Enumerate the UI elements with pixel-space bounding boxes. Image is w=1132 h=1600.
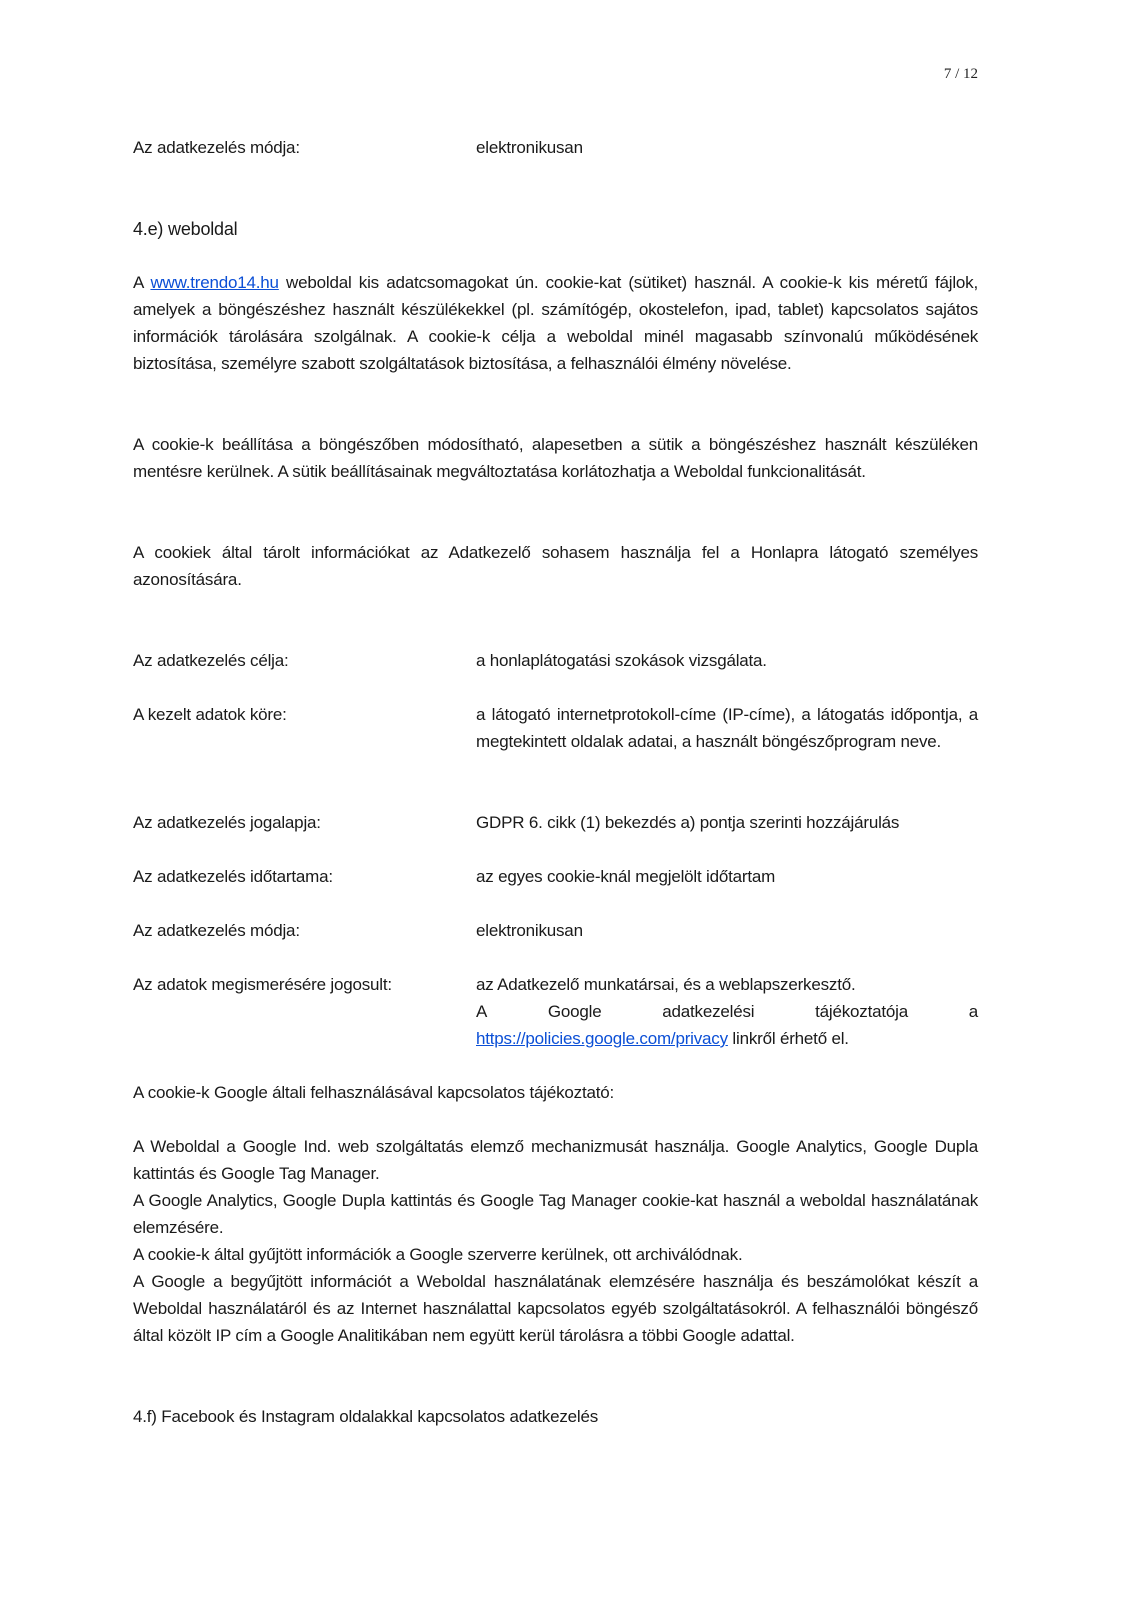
row-label: Az adatkezelés módja: xyxy=(133,921,300,940)
detail-row-authorized xyxy=(133,971,978,1052)
row-label: Az adatkezelés módja: xyxy=(133,138,300,157)
section-heading: 4.e) weboldal xyxy=(133,219,238,239)
word: a xyxy=(968,1002,978,1021)
intro-prefix: A xyxy=(133,273,151,292)
page-number: 7 / 12 xyxy=(943,66,978,82)
row-value: elektronikusan xyxy=(476,138,583,157)
authorized-line3 xyxy=(476,1025,978,1052)
google-paragraph-2: A Google Analytics, Google Dupla kattintás és Google Tag Manager cookie-kat használ a weboldal használatának elemzésére. xyxy=(133,1191,978,1237)
word: Google xyxy=(547,1002,602,1021)
cookie-settings-paragraph: A cookie-k beállítása a böngészőben módosítható, alapesetben a sütik a böngészéshez használt készüléken mentésre kerülnek. A sütik beállításainak megváltoztatása korlátozhatja a Weboldal funkcionalitását. xyxy=(133,435,978,481)
cookie-identification-paragraph: A cookiek által tárolt információkat az Adatkezelő sohasem használja fel a Honlapra látogató személyes azonosítására. xyxy=(133,543,978,589)
authorized-line2 xyxy=(476,998,978,1025)
row-value: GDPR 6. cikk (1) bekezdés a) pontja szerinti hozzájárulás xyxy=(476,813,900,832)
word: A xyxy=(476,1002,488,1021)
word: adatkezelési xyxy=(662,1002,755,1021)
next-section-heading: 4.f) Facebook és Instagram oldalakkal kapcsolatos adatkezelés xyxy=(133,1407,599,1426)
google-paragraph-1: A Weboldal a Google Ind. web szolgáltatás elemző mechanizmusát használja. Google Analytics, Google Dupla kattintás és Google Tag Manager. xyxy=(133,1137,978,1183)
intro-paragraph xyxy=(133,269,978,377)
row-label: Az adatkezelés időtartama: xyxy=(133,867,333,886)
row-value xyxy=(476,971,978,1052)
word: tájékoztatója xyxy=(815,1002,908,1021)
google-privacy-link[interactable]: https://policies.google.com/privacy xyxy=(476,1029,728,1048)
row-label: Az adatok megismerésére jogosult: xyxy=(133,975,392,994)
trendo14-link[interactable]: www.trendo14.hu xyxy=(150,273,279,292)
row-value: az egyes cookie-knál megjelölt időtartam xyxy=(476,867,776,886)
google-cookie-heading: A cookie-k Google általi felhasználásával kapcsolatos tájékoztató: xyxy=(133,1083,615,1102)
link-suffix: linkről érhető el. xyxy=(727,1029,849,1048)
row-value: elektronikusan xyxy=(476,921,583,940)
google-paragraph-4: A Google a begyűjtött információt a Weboldal használatának elemzésére használja és beszámolókat készít a Weboldal használatáról és az Internet használattal kapcsolatos egyéb szolgáltatásokról. A felhasználói böngésző által közölt IP cím a Google Analitikában nem együtt kerül tárolásra a többi Google adattal. xyxy=(133,1272,978,1345)
row-label: A kezelt adatok köre: xyxy=(133,705,287,724)
row-label: Az adatkezelés célja: xyxy=(133,651,289,670)
authorized-line1: az Adatkezelő munkatársai, és a weblapszerkesztő. xyxy=(476,975,856,994)
row-value: a honlaplátogatási szokások vizsgálata. xyxy=(476,651,767,670)
google-paragraph-3: A cookie-k által gyűjtött információk a Google szerverre kerülnek, ott archiválódnak. xyxy=(133,1245,743,1264)
intro-rest: weboldal kis adatcsomagokat ún. cookie-kat (sütiket) használ. A cookie-k kis méretű fájlok, amelyek a böngészéshez használt készülékekkel (pl. számítógép, okostelefon, ipad, tablet) kapcsolatos sajátos információk tárolására szolgálnak. A cookie-k célja a weboldal minél magasabb színvonalú működésének biztosítása, személyre szabott szolgáltatások biztosítása, a felhasználói élmény növelése. xyxy=(133,273,978,373)
row-label: Az adatkezelés jogalapja: xyxy=(133,813,321,832)
row-value: a látogató internetprotokoll-címe (IP-címe), a látogatás időpontja, a megtekintett oldalak adatai, a használt böngészőprogram neve. xyxy=(476,705,978,751)
